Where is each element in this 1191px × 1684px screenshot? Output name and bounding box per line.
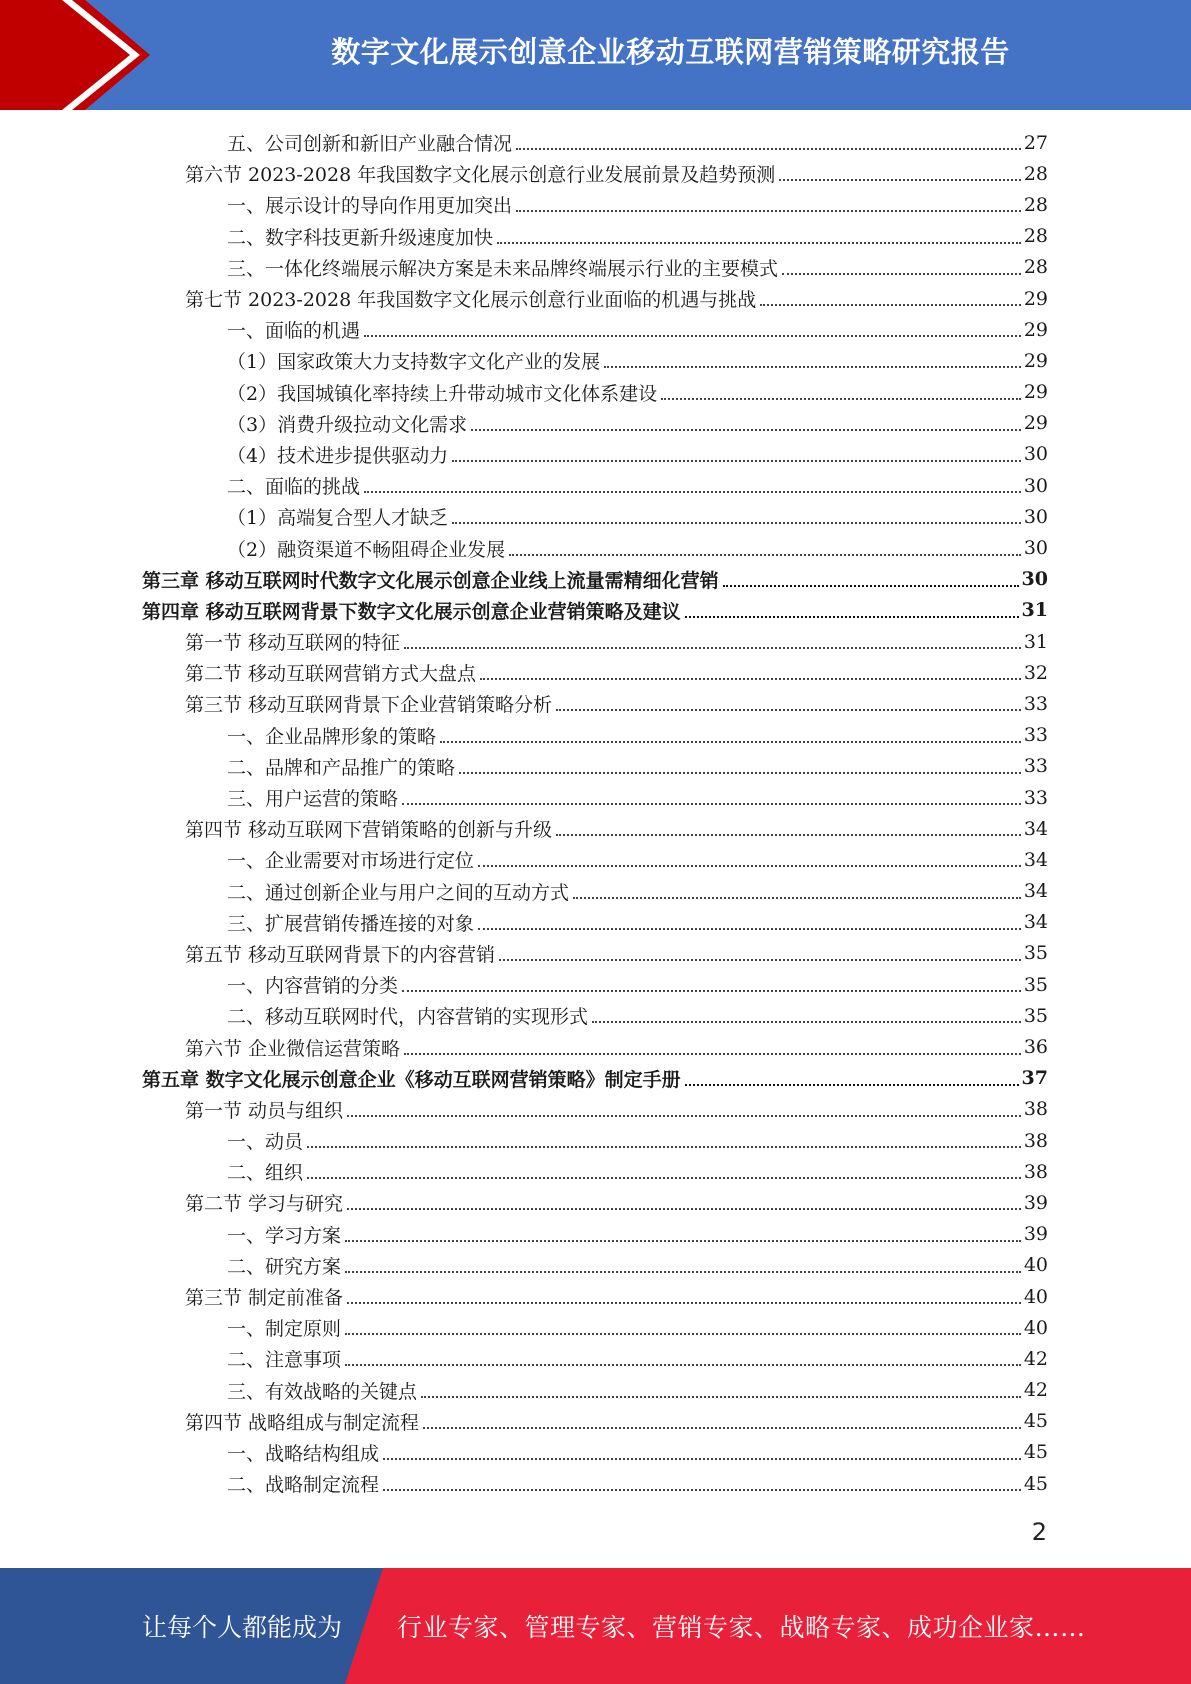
toc-dot-leader — [452, 459, 1021, 462]
toc-entry-title: 一、面临的机遇 — [227, 320, 361, 343]
toc-dot-leader — [478, 927, 1021, 930]
toc-entry-title: 二、研究方案 — [227, 1255, 342, 1278]
toc-entry-title: （4）技术进步提供驱动力 — [227, 444, 449, 467]
toc-entry[interactable] — [0, 720, 1191, 751]
toc-dot-leader — [345, 1239, 1021, 1242]
toc-entry[interactable] — [0, 844, 1191, 875]
toc-entry[interactable] — [0, 532, 1191, 563]
toc-entry[interactable] — [0, 938, 1191, 969]
toc-entry-page: 29 — [1023, 287, 1048, 310]
toc-entry[interactable] — [0, 595, 1191, 626]
toc-entry-page: 29 — [1023, 318, 1048, 341]
toc-entry[interactable] — [0, 907, 1191, 938]
toc-dot-leader — [497, 241, 1021, 244]
toc-entry-title: 第三章 移动互联网时代数字文化展示创意企业线上流量需精细化营销 — [142, 569, 719, 592]
toc-entry-title: 一、企业需要对市场进行定位 — [227, 850, 475, 873]
toc-entry-title: 二、组织 — [227, 1162, 304, 1185]
toc-entry-page: 40 — [1023, 1285, 1048, 1308]
toc-entry[interactable] — [0, 626, 1191, 657]
toc-entry[interactable] — [0, 252, 1191, 283]
toc-entry-title: （1）国家政策大力支持数字文化产业的发展 — [227, 351, 601, 374]
toc-entry-title: 一、展示设计的导向作用更加突出 — [227, 195, 513, 218]
toc-entry-title: 三、有效战略的关键点 — [227, 1380, 418, 1403]
toc-dot-leader — [480, 677, 1021, 680]
toc-entry-title: 第六节 2023-2028 年我国数字文化展示创意行业发展前景及趋势预测 — [185, 164, 776, 187]
toc-entry[interactable] — [0, 314, 1191, 345]
toc-entry[interactable] — [0, 283, 1191, 314]
toc-dot-leader — [423, 1426, 1021, 1429]
toc-entry-page: 30 — [1023, 443, 1048, 466]
toc-entry-title: 一、制定原则 — [227, 1318, 342, 1341]
toc-entry-title: 第四章 移动互联网背景下数字文化展示创意企业营销策略及建议 — [142, 600, 681, 623]
toc-entry[interactable] — [0, 1250, 1191, 1281]
toc-entry-title: 第一节 动员与组织 — [185, 1099, 344, 1122]
toc-entry[interactable] — [0, 158, 1191, 189]
toc-entry-title: 第三节 移动互联网背景下企业营销策略分析 — [185, 694, 553, 717]
toc-entry-title: 第一节 移动互联网的特征 — [185, 632, 401, 655]
toc-entry-page: 45 — [1023, 1441, 1048, 1464]
toc-dot-leader — [347, 1114, 1021, 1117]
toc-dot-leader — [421, 1395, 1021, 1398]
toc-entry-title: 二、注意事项 — [227, 1349, 342, 1372]
toc-entry-page: 45 — [1023, 1410, 1048, 1433]
toc-entry[interactable] — [0, 345, 1191, 376]
toc-entry-page: 35 — [1023, 973, 1048, 996]
toc-entry-page: 31 — [1023, 630, 1048, 653]
toc-entry-title: 一、动员 — [227, 1131, 304, 1154]
toc-dot-leader — [556, 708, 1021, 711]
toc-entry-page: 29 — [1023, 412, 1048, 435]
toc-entry[interactable] — [0, 1375, 1191, 1406]
toc-entry[interactable] — [0, 1468, 1191, 1499]
toc-dot-leader — [383, 1457, 1021, 1460]
toc-dot-leader — [760, 303, 1021, 306]
toc-entry-title: 一、企业品牌形象的策略 — [227, 725, 437, 748]
toc-entry-title: 第四节 移动互联网下营销策略的创新与升级 — [185, 819, 553, 842]
toc-dot-leader — [782, 272, 1021, 275]
toc-entry-title: 第五节 移动互联网背景下的内容营销 — [185, 943, 496, 966]
toc-entry-title: （2）我国城镇化率持续上升带动城市文化体系建设 — [227, 382, 658, 405]
toc-entry-page: 33 — [1023, 692, 1048, 715]
toc-entry[interactable] — [0, 1031, 1191, 1062]
toc-entry-title: 第三节 制定前准备 — [185, 1287, 344, 1310]
toc-entry-title: 第二节 移动互联网营销方式大盘点 — [185, 663, 477, 686]
toc-dot-leader — [347, 1207, 1021, 1210]
toc-entry-title: 三、用户运营的策略 — [227, 788, 399, 811]
toc-entry[interactable] — [0, 1312, 1191, 1343]
toc-entry-page: 37 — [1021, 1067, 1048, 1090]
toc-dot-leader — [345, 1363, 1021, 1366]
toc-entry-page: 28 — [1023, 193, 1048, 216]
report-title: 数字文化展示创意企业移动互联网营销策略研究报告 — [331, 34, 1010, 69]
toc-entry-page: 42 — [1023, 1379, 1048, 1402]
toc-entry-title: 二、战略制定流程 — [227, 1474, 380, 1497]
toc-entry-title: 一、学习方案 — [227, 1224, 342, 1247]
toc-entry-page: 38 — [1023, 1098, 1048, 1121]
toc-entry[interactable] — [0, 1000, 1191, 1031]
toc-dot-leader — [307, 1176, 1021, 1179]
toc-entry-page: 39 — [1023, 1191, 1048, 1214]
toc-entry[interactable] — [0, 1437, 1191, 1468]
toc-entry[interactable] — [0, 127, 1191, 158]
toc-dot-leader — [516, 147, 1021, 150]
toc-dot-leader — [402, 802, 1021, 805]
toc-entry[interactable] — [0, 876, 1191, 907]
toc-entry[interactable] — [0, 1063, 1191, 1094]
toc-dot-leader — [404, 1052, 1021, 1055]
toc-entry[interactable] — [0, 1156, 1191, 1187]
footer-slogan-left: 让每个人都能成为 — [142, 1613, 343, 1642]
toc-entry-page: 28 — [1023, 256, 1048, 279]
toc-entry-page: 33 — [1023, 724, 1048, 747]
toc-dot-leader — [345, 1332, 1021, 1335]
toc-dot-leader — [685, 615, 1019, 618]
toc-entry[interactable] — [0, 189, 1191, 220]
toc-dot-leader — [779, 178, 1021, 181]
toc-entry-page: 34 — [1023, 817, 1048, 840]
toc-dot-leader — [723, 584, 1019, 587]
toc-entry-page: 30 — [1021, 568, 1048, 591]
toc-entry-page: 35 — [1023, 942, 1048, 965]
toc-dot-leader — [516, 209, 1021, 212]
toc-dot-leader — [364, 334, 1021, 337]
toc-entry-page: 30 — [1023, 474, 1048, 497]
toc-dot-leader — [471, 428, 1021, 431]
toc-entry-title: 二、数字科技更新升级速度加快 — [227, 226, 494, 249]
toc-entry-page: 34 — [1023, 880, 1048, 903]
toc-entry-page: 36 — [1023, 1036, 1048, 1059]
toc-entry-title: 第七节 2023-2028 年我国数字文化展示创意行业面临的机遇与挑战 — [185, 289, 757, 312]
toc-entry[interactable] — [0, 1343, 1191, 1374]
toc-dot-leader — [307, 1145, 1021, 1148]
toc-entry-title: 第二节 学习与研究 — [185, 1193, 344, 1216]
toc-entry-page: 33 — [1023, 755, 1048, 778]
toc-dot-leader — [499, 958, 1021, 961]
toc-entry-title: 第五章 数字文化展示创意企业《移动互联网营销策略》制定手册 — [142, 1068, 681, 1091]
toc-entry-page: 27 — [1023, 131, 1048, 154]
toc-entry-page: 33 — [1023, 786, 1048, 809]
toc-entry[interactable] — [0, 688, 1191, 719]
toc-entry[interactable] — [0, 813, 1191, 844]
toc-dot-leader — [347, 1301, 1021, 1304]
toc-dot-leader — [383, 1488, 1021, 1491]
toc-dot-leader — [404, 646, 1021, 649]
toc-dot-leader — [452, 521, 1021, 524]
toc-dot-leader — [478, 864, 1021, 867]
toc-dot-leader — [440, 740, 1021, 743]
footer-slogan-right: 行业专家、管理专家、营销专家、战略专家、成功企业家…… — [397, 1613, 1086, 1642]
toc-dot-leader — [661, 397, 1021, 400]
toc-entry[interactable] — [0, 782, 1191, 813]
toc-entry-title: 五、公司创新和新旧产业融合情况 — [227, 133, 513, 156]
toc-entry[interactable] — [0, 439, 1191, 470]
toc-entry[interactable] — [0, 1219, 1191, 1250]
toc-entry-page: 28 — [1023, 162, 1048, 185]
toc-dot-leader — [592, 1020, 1021, 1023]
toc-entry-title: 一、内容营销的分类 — [227, 975, 399, 998]
toc-entry-title: 二、通过创新企业与用户之间的互动方式 — [227, 881, 570, 904]
toc-entry-title: 三、一体化终端展示解决方案是未来品牌终端展示行业的主要模式 — [227, 257, 779, 280]
toc-entry[interactable] — [0, 1406, 1191, 1437]
toc-entry-page: 29 — [1023, 349, 1048, 372]
toc-entry[interactable] — [0, 1094, 1191, 1125]
toc-entry-page: 31 — [1021, 599, 1048, 622]
toc-entry[interactable] — [0, 1187, 1191, 1218]
toc-entry-page: 40 — [1023, 1316, 1048, 1339]
toc-entry-page: 29 — [1023, 381, 1048, 404]
toc-entry[interactable] — [0, 1125, 1191, 1156]
toc-entry[interactable] — [0, 221, 1191, 252]
header-red-arrow — [0, 0, 160, 110]
toc-entry[interactable] — [0, 470, 1191, 501]
toc-entry[interactable] — [0, 969, 1191, 1000]
toc-entry-title: （3）消费升级拉动文化需求 — [227, 413, 468, 436]
toc-entry-title: 二、面临的挑战 — [227, 476, 361, 499]
toc-entry[interactable] — [0, 377, 1191, 408]
toc-entry-page: 34 — [1023, 848, 1048, 871]
page-number: 2 — [1031, 1518, 1047, 1546]
toc-entry-title: 一、战略结构组成 — [227, 1442, 380, 1465]
toc-entry-page: 34 — [1023, 911, 1048, 934]
toc-dot-leader — [364, 490, 1021, 493]
toc-dot-leader — [459, 771, 1021, 774]
toc-entry-title: 第六节 企业微信运营策略 — [185, 1037, 401, 1060]
toc-entry-title: （2）融资渠道不畅阻碍企业发展 — [227, 538, 506, 561]
toc-entry-title: 第四节 战略组成与制定流程 — [185, 1411, 420, 1434]
toc-entry-page: 42 — [1023, 1347, 1048, 1370]
toc-entry-page: 30 — [1023, 537, 1048, 560]
toc-entry-page: 32 — [1023, 661, 1048, 684]
toc-dot-leader — [345, 1270, 1021, 1273]
toc-entry[interactable] — [0, 408, 1191, 439]
toc-entry[interactable] — [0, 751, 1191, 782]
toc-entry-page: 39 — [1023, 1223, 1048, 1246]
toc-entry-page: 45 — [1023, 1472, 1048, 1495]
page-footer — [0, 1568, 1191, 1684]
toc-dot-leader — [604, 365, 1021, 368]
toc-entry-title: 三、扩展营销传播连接的对象 — [227, 912, 475, 935]
toc-entry-page: 38 — [1023, 1129, 1048, 1152]
toc-entry-page: 35 — [1023, 1004, 1048, 1027]
toc-entry-page: 28 — [1023, 225, 1048, 248]
toc-dot-leader — [509, 553, 1021, 556]
toc-dot-leader — [573, 896, 1021, 899]
toc-dot-leader — [556, 833, 1021, 836]
toc-entry[interactable] — [0, 657, 1191, 688]
toc-entry[interactable] — [0, 1281, 1191, 1312]
toc-entry-page: 30 — [1023, 505, 1048, 528]
toc-entry[interactable] — [0, 501, 1191, 532]
toc-entry-page: 40 — [1023, 1254, 1048, 1277]
toc-entry-page: 38 — [1023, 1160, 1048, 1183]
toc-dot-leader — [402, 989, 1021, 992]
toc-entry-title: 二、移动互联网时代，内容营销的实现形式 — [227, 1006, 589, 1029]
table-of-contents — [0, 127, 1191, 1499]
toc-dot-leader — [685, 1083, 1019, 1086]
toc-entry[interactable] — [0, 564, 1191, 595]
toc-entry-title: （1）高端复合型人才缺乏 — [227, 507, 449, 530]
page-header — [0, 0, 1191, 110]
toc-entry-title: 二、品牌和产品推广的策略 — [227, 756, 456, 779]
